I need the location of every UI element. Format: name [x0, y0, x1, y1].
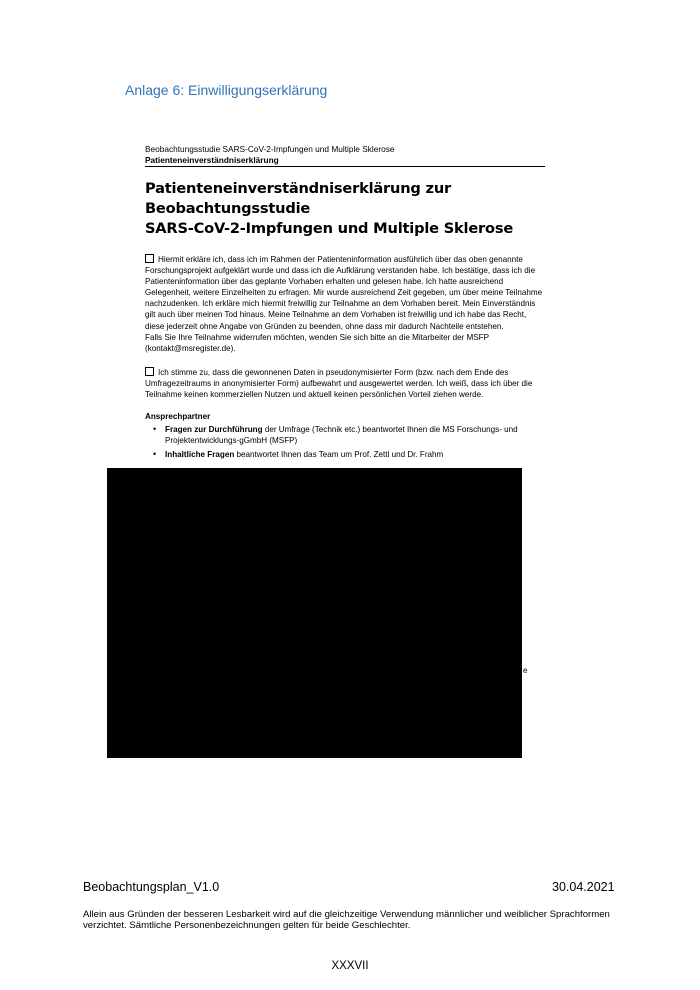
footer-document-name: Beobachtungsplan_V1.0 [83, 880, 220, 894]
checkbox-icon[interactable] [145, 367, 154, 376]
embedded-consent-form [145, 144, 545, 463]
contact-title: Ansprechpartner [145, 412, 211, 422]
consent-paragraph-1 [145, 254, 545, 354]
list-item [165, 424, 545, 446]
embedded-header-line2: Patienteneinverständniserklärung [145, 155, 545, 167]
form-title-line2: SARS-CoV-2-Impfungen und Multiple Sklerose [145, 220, 514, 237]
form-title-line1: Patienteneinverständniserklärung zur Beobachtungsstudie [145, 180, 452, 217]
consent-text-1: Hiermit erkläre ich, dass ich im Rahmen der Patienteninformation ausführlich über das oben genannte Forschungsprojekt aufgeklärt wurde und dass ich die Aufklärung verstanden habe. Ich bestätige, dass ich die Patienteninformation über das geplante Vorhaben erhalten und gelesen habe. Ich hatte ausreichend Gelegenheit, weitere Einzelheiten zu erfragen. Mir wurde ausreichend Zeit gegeben, um über meine Teilnahme nachzudenken. Ich erkläre mich hiermit freiwillig zur Teilnahme an dem Vorhaben bereit. Mein Einverständnis gilt auch über meinen Tod hinaus. Meine Teilnahme an dem Vorhaben ist freiwillig und ich habe das Recht, diese jederzeit ohne Angabe von Gründen zu beenden, ohne dass mir dadurch Nachteile entstehen. [145, 255, 543, 331]
consent-text-2: Ich stimme zu, dass die gewonnenen Daten in pseudonymisierter Form (bzw. nach dem Ende des Umfragezeitraums in anonymisierter Form) aufbewahrt und ausgewertet werden. Ich weiß, dass ich über die Teilnahme keinen kommerziellen Nutzen und aktuell keinen persönlichen Vorteil ziehen werde. [145, 367, 533, 400]
consent-paragraph-2 [145, 367, 545, 400]
bullet-2-text: beantwortet Ihnen das Team um Prof. Zettl und Dr. Frahm [234, 450, 444, 460]
withdraw-text: Falls Sie Ihre Teilnahme widerrufen möchten, wenden Sie sich bitte an die Mitarbeiter der MSFP (kontakt@msregister.de). [145, 332, 489, 353]
redaction-block [107, 468, 522, 758]
list-item [165, 449, 545, 460]
checkbox-icon[interactable] [145, 254, 154, 263]
form-title [145, 179, 545, 239]
bullet-2-bold: Inhaltliche Fragen [165, 450, 235, 460]
contact-list [145, 424, 545, 460]
stray-letter: e [523, 666, 528, 675]
page-number: XXXVII [331, 960, 369, 972]
bullet-1-bold: Fragen zur Durchführung [165, 425, 263, 435]
bullet-1-text: der Umfrage (Technik etc.) beantwortet Ihnen die MS Forschungs- und Projektentwicklungs-gGmbH (MSFP) [165, 425, 518, 446]
appendix-heading: Anlage 6: Einwilligungserklärung [125, 82, 328, 98]
footer-footnote: Allein aus Gründen der besseren Lesbarkeit wird auf die gleichzeitige Verwendung männlicher und weiblicher Sprachformen verzichtet. Sämtliche Personenbezeichnungen gelten für beide Geschlechter. [83, 909, 610, 931]
embedded-header-line1: Beobachtungsstudie SARS-CoV-2-Impfungen und Multiple Sklerose [145, 144, 395, 154]
footer-date: 30.04.2021 [552, 880, 615, 894]
